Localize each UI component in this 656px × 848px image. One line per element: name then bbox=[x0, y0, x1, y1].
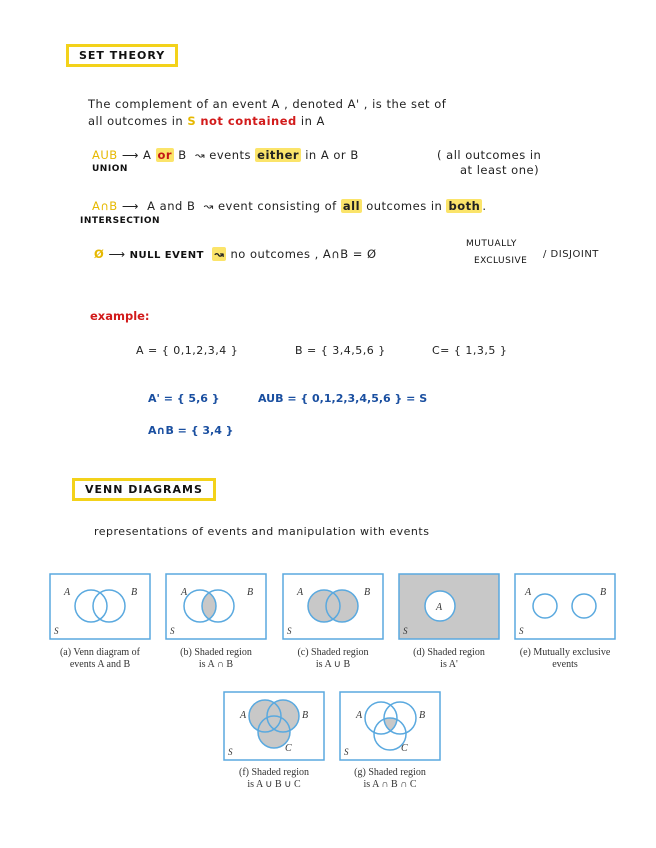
label-b: B bbox=[131, 587, 138, 598]
venn-b bbox=[166, 574, 266, 639]
label-a: A bbox=[436, 602, 443, 613]
label-s: S bbox=[170, 626, 175, 636]
venn-e bbox=[515, 574, 615, 639]
arrow-icon: ⟶ bbox=[108, 247, 126, 261]
null-desc: no outcomes , A∩B = Ø bbox=[230, 247, 377, 261]
union-b: B bbox=[178, 148, 187, 162]
union-desc-b: in A or B bbox=[305, 148, 359, 162]
venn-c bbox=[283, 574, 383, 639]
label-b: B bbox=[302, 710, 309, 721]
label-c: C bbox=[401, 743, 408, 754]
caption-e: (e) Mutually exclusive events bbox=[519, 647, 611, 670]
null-event-label: NULL EVENT bbox=[129, 250, 204, 261]
union-either: either bbox=[257, 148, 300, 162]
venn-g bbox=[340, 692, 440, 760]
example-label: example: bbox=[90, 309, 150, 323]
venn-heading: VENN DIAGRAMS bbox=[72, 478, 216, 501]
intersection-label: INTERSECTION bbox=[80, 216, 161, 226]
arrow-icon: ⟶ bbox=[121, 148, 139, 162]
label-a: A bbox=[240, 710, 247, 721]
null-symbol: Ø bbox=[94, 247, 105, 261]
intersection-desc-b: outcomes in bbox=[366, 199, 443, 213]
not-contained-text: not contained bbox=[200, 114, 297, 128]
label-b: B bbox=[419, 710, 426, 721]
label-a: A bbox=[356, 710, 363, 721]
mutually-label: MUTUALLY bbox=[466, 239, 517, 249]
label-b: B bbox=[364, 587, 371, 598]
caption-d: (d) Shaded region is A' bbox=[413, 647, 485, 670]
union-note-1: ( all outcomes in bbox=[437, 148, 542, 162]
sample-space-symbol: S bbox=[187, 114, 197, 128]
intersection-both: both bbox=[448, 199, 481, 213]
union-note-2: at least one) bbox=[460, 163, 540, 177]
sample-space-box bbox=[50, 574, 150, 639]
intersection-desc-a: event consisting of bbox=[217, 199, 337, 213]
label-a: A bbox=[297, 587, 304, 598]
label-s: S bbox=[403, 626, 408, 636]
complement-text-b: in A bbox=[300, 114, 325, 128]
disjoint-label: / DISJOINT bbox=[543, 249, 599, 260]
label-s: S bbox=[519, 626, 524, 636]
label-b: B bbox=[247, 587, 254, 598]
circle-a bbox=[533, 594, 557, 618]
label-s: S bbox=[287, 626, 292, 636]
union-label: UNION bbox=[92, 164, 128, 174]
intersection-dot: . bbox=[482, 199, 487, 213]
example-union: AUB = { 0,1,2,3,4,5,6 } = S bbox=[258, 392, 428, 405]
label-a: A bbox=[181, 587, 188, 598]
venn-a bbox=[50, 574, 150, 639]
label-s: S bbox=[344, 747, 349, 757]
intersection-expression: A∩B bbox=[92, 199, 118, 213]
set-c: C= { 1,3,5 } bbox=[432, 344, 508, 357]
label-a: A bbox=[525, 587, 532, 598]
caption-f: (f) Shaded region is A ∪ B ∪ C bbox=[239, 767, 309, 790]
union-expression: AUB bbox=[92, 148, 118, 162]
label-s: S bbox=[54, 626, 59, 636]
circle-a bbox=[75, 590, 107, 622]
set-theory-heading: SET THEORY bbox=[66, 44, 178, 67]
intersection-all: all bbox=[342, 199, 361, 213]
example-intersection: A∩B = { 3,4 } bbox=[148, 424, 234, 437]
union-desc-a: events bbox=[209, 148, 252, 162]
label-s: S bbox=[228, 747, 233, 757]
caption-a: (a) Venn diagram of events A and B bbox=[59, 647, 141, 670]
venn-f bbox=[224, 692, 324, 760]
union-or: or bbox=[157, 148, 173, 162]
curly-arrow-icon: ↝ bbox=[214, 247, 225, 261]
label-a: A bbox=[64, 587, 71, 598]
label-c: C bbox=[285, 743, 292, 754]
label-b: B bbox=[600, 587, 607, 598]
curly-arrow-icon: ↝ bbox=[194, 148, 206, 162]
curly-arrow-icon: ↝ bbox=[203, 199, 214, 213]
venn-d bbox=[399, 574, 499, 639]
complement-text-a: all outcomes in bbox=[88, 114, 184, 128]
set-b: B = { 3,4,5,6 } bbox=[295, 344, 386, 357]
circle-b bbox=[93, 590, 125, 622]
caption-c: (c) Shaded region is A ∪ B bbox=[297, 647, 369, 670]
sample-space-box bbox=[515, 574, 615, 639]
intersection-ab: A and B bbox=[147, 199, 196, 213]
union-a: A bbox=[143, 148, 152, 162]
arrow-icon: ⟶ bbox=[121, 199, 139, 213]
set-a: A = { 0,1,2,3,4 } bbox=[136, 344, 239, 357]
circle-b bbox=[572, 594, 596, 618]
venn-subtitle: representations of events and manipulation with events bbox=[94, 525, 430, 538]
complement-line-1: The complement of an event A , denoted A' , is the set of bbox=[88, 97, 447, 111]
caption-b: (b) Shaded region is A ∩ B bbox=[180, 647, 252, 670]
caption-g: (g) Shaded region is A ∩ B ∩ C bbox=[354, 767, 426, 790]
example-complement: A' = { 5,6 } bbox=[148, 392, 220, 405]
exclusive-label: EXCLUSIVE bbox=[474, 256, 528, 266]
